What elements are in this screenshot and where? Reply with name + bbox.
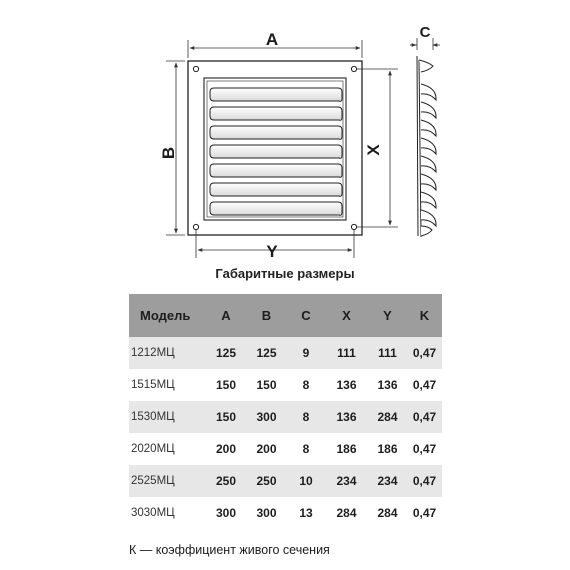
header-a: A (206, 294, 246, 337)
cell-k: 0,47 (407, 465, 442, 497)
table-header-row (129, 294, 442, 337)
cell-c: 8 (287, 433, 325, 465)
cell-c: 13 (287, 497, 325, 529)
header-c: C (287, 294, 325, 337)
dim-a-label: A (265, 30, 279, 49)
cell-k: 0,47 (407, 433, 442, 465)
cell-x: 136 (325, 401, 368, 433)
header-b: B (246, 294, 287, 337)
table-row (129, 337, 442, 369)
cell-y: 284 (368, 497, 407, 529)
cell-b: 300 (246, 497, 287, 529)
cell-k: 0,47 (407, 497, 442, 529)
table-row (129, 433, 442, 465)
table-row (129, 497, 442, 529)
cell-model: 1515МЦ (129, 369, 206, 401)
table-row (129, 369, 442, 401)
front-view (188, 61, 362, 235)
cell-b: 125 (246, 337, 287, 369)
table-row (129, 401, 442, 433)
cell-b: 250 (246, 465, 287, 497)
header-model: Модель (129, 294, 206, 337)
cell-k: 0,47 (407, 369, 442, 401)
cell-y: 186 (368, 433, 407, 465)
cell-c: 8 (287, 401, 325, 433)
cell-a: 250 (206, 465, 246, 497)
cell-x: 284 (325, 497, 368, 529)
dim-x-label: X (364, 144, 383, 156)
slats (210, 88, 342, 215)
cell-b: 200 (246, 433, 287, 465)
header-k: K (407, 294, 442, 337)
cell-c: 8 (287, 369, 325, 401)
drawing-caption: Габаритные размеры (215, 266, 355, 281)
cell-model: 1530МЦ (129, 401, 206, 433)
header-x: X (325, 294, 368, 337)
cell-a: 125 (206, 337, 246, 369)
cell-y: 111 (368, 337, 407, 369)
dim-b-label: B (159, 146, 178, 160)
cell-x: 234 (325, 465, 368, 497)
header-y: Y (368, 294, 407, 337)
specs-table (129, 294, 442, 529)
grille-drawing (0, 0, 570, 262)
cell-model: 2020МЦ (129, 433, 206, 465)
cell-a: 150 (206, 369, 246, 401)
dim-c-label: C (419, 24, 431, 41)
cell-x: 186 (325, 433, 368, 465)
cell-y: 284 (368, 401, 407, 433)
dim-y-label: Y (266, 242, 278, 261)
cell-a: 200 (206, 433, 246, 465)
cell-model: 3030МЦ (129, 497, 206, 529)
cell-a: 150 (206, 401, 246, 433)
cell-y: 136 (368, 369, 407, 401)
cell-model: 1212МЦ (129, 337, 206, 369)
cell-k: 0,47 (407, 401, 442, 433)
cell-c: 10 (287, 465, 325, 497)
cell-x: 111 (325, 337, 368, 369)
cell-x: 136 (325, 369, 368, 401)
cell-b: 150 (246, 369, 287, 401)
footnote: К — коэффициент живого сечения (129, 543, 330, 557)
cell-a: 300 (206, 497, 246, 529)
table-row (129, 465, 442, 497)
cell-b: 300 (246, 401, 287, 433)
cell-c: 9 (287, 337, 325, 369)
side-view (417, 56, 436, 237)
cell-y: 234 (368, 465, 407, 497)
cell-model: 2525МЦ (129, 465, 206, 497)
cell-k: 0,47 (407, 337, 442, 369)
